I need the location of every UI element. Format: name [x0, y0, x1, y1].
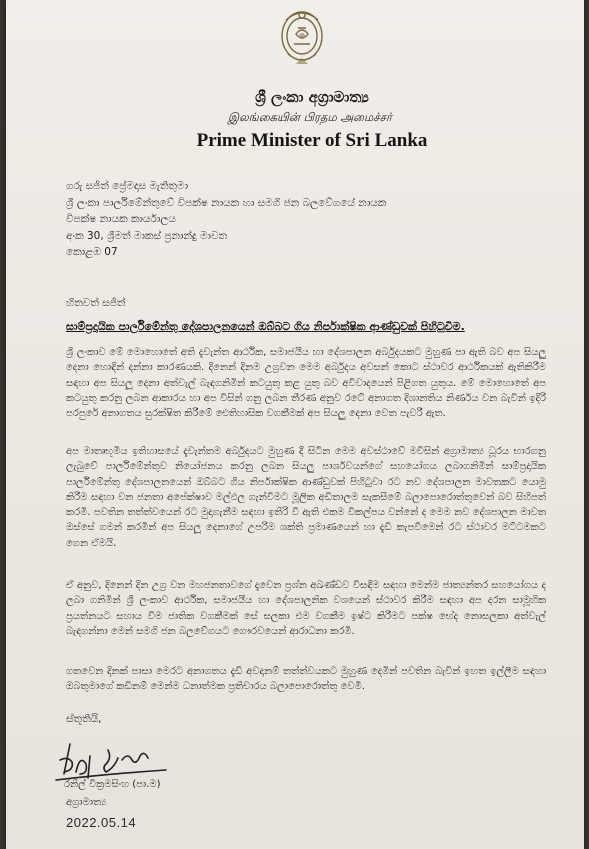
body-paragraph: අප මාතෘභූමිය ඉතිහාසයේ දැවැන්තම අර්බුදයට මුහුණ දී සිටින මෙම අවස්ථාවේ මවිසින් අග්‍රාමාත්‍ය ධූරය භාරගනු ලැබුවේ පාර්ලිමේන්තුව නියෝජනය කරනු ලබන සියලු පාර්ශවයන්ගේ සහයෝගය ලබාගනිමින් සාම්ප්‍රදායික පාර්ලිමේන්තු දේශපාලනයෙන් ඔබ්බට ගිය නිර්පාක්ෂික ආණ්ඩුවක් පිහිටුවා රට නව දේශපාලන මාවතකට යොමු කිරීම සඳහා වන ජනතා අපේක්ෂාව මල්ඵල ගැන්වීමට මූලික අඩිතාලම සැකසීමේ බලාපොරොත්තුවෙන් බව සිහිපත් කරමි. පවතින තත්ත්වයෙන් රට මුදාගැනීම සඳහා ඉතිරි වී ඇති එකම විකල්පය වන්නේ ද මෙම නව දේශපාලන මාවත ඔස්සේ ගමන් කරමින් අප සියලූ දෙනාගේ උපරිම ශක්ති ප්‍රමාණයෙන් හා දැඩි කැපවීමෙන් රට ස්ථාවර මට්ටමකට ගෙන ඒමයි. [66, 446, 546, 549]
body-paragraph: ගතවෙන දිනක් පාසා මෙරට අනාගතය දැඩි අවදානම් තත්ත්වයකට මුහුණ දෙමින් පවතින බැවින් ඉහත ඉල්ලීම සඳහා ඔබතුමාගේ කඩිනම් මෙන්ම ධනාත්මක ප්‍රතිචාරය බලාපොරොත්තු වෙමි. [66, 666, 546, 693]
address-line: ගරු සජිත් ප්‍රේමදාස මැතිතුමා [66, 180, 189, 192]
body-paragraph: ඒ අනුව, දිනෙන් දින උග්‍ර වන මහජනතාවගේ දැවෙන ප්‍රශ්න අඛණ්ඩව විසඳීම සඳහා මෙන්ම ජාත්‍යන්තර සහයෝගය ද ලබා ගනිමින් ශ්‍රී ලංකාව ආර්ථික, සමාජයීය හා දේශපාලනික වශයෙන් ස්ථාවර කිරීම සඳහා අප දරන සාමූහික ප්‍රයත්නයට සහාය වීම ජාතික වගකීමක් සේ සලකා එම වගකීම ඉෂ්ට කිරීමට පක්ෂ භේද නොසලකා අත්වැල් බැඳගන්නා මෙන් සමගි ජන බලවේගයට ගෞරවයෙන් ආරාධනා කරමි. [66, 580, 546, 637]
header-title-sinhala: ශ්‍රී ලංකා අග්‍රාමාත්‍ය [255, 88, 369, 106]
header-title-tamil: இலங்கையின் பிரதம அமைச்சர் [227, 110, 393, 124]
recipient-address [66, 178, 386, 261]
address-line: ශ්‍රී ලංකා පාර්ලිමේන්තුවේ විපක්ෂ නායක හා සමගි ජන බලවේගයේ නායක [66, 196, 387, 209]
closing: ස්තූතියි, [66, 713, 102, 725]
letter-date: 2022.05.14 [66, 815, 137, 830]
address-line: කොළඹ 07 [66, 246, 118, 258]
national-emblem-icon [276, 6, 328, 66]
signatory-title: අග්‍රාමාත්‍ය [66, 797, 107, 808]
body-paragraph: ශ්‍රී ලංකාව මේ මොහොතේ අති දැවැන්ත ආර්ථික, සමාජයීය හා දේශපාලන අර්බුදයකට මුහුණ පා ඇති බව අප සියලු දෙනා හොඳින් දන්නා කාරණයකි. දිනෙන් දිනම උග්‍රවන මෙම අර්බුදය අවසන් කොට ස්ථාවර ආර්ථිකයක් ඇතිකිරීම සඳහා අප සියලූ දෙනා අත්වැල් බැඳගනිමින් කටයුතු කළ යුතු බව අවිවාදයෙන් පිළිගත යුතුය. මේ මොහොතේ අප කටයුතු කරනු ලබන ආකාරය හා අප විසින් ගනු ලබන තීරණ අනුව රටේ අනාගත දිශානතිය නිර්ණය වන බැවින් ඉදිරි පරපුරේ අනාගතය සුරක්ෂිත කිරීමේ ඓතිහාසික වගකීමක් අප සියලු දෙනා වෙත පැවරී ඇත. [66, 347, 546, 420]
signatory-name: රනිල් වික්‍රමසිංහ (පා.ම) [64, 779, 161, 790]
salutation: හිතවත් සජිත් [66, 297, 126, 309]
letter-page [6, 0, 584, 849]
subject-line: සාම්ප්‍රදායික පාර්ලිමේන්තු දේශපාලනයෙන් ඔබ්බට ගිය නිර්පාක්ෂික ආණ්ඩුවක් පිහිටුවීම. [66, 320, 465, 333]
header-title-english: Prime Minister of Sri Lanka [196, 130, 428, 151]
address-line: අංක 30, ශ්‍රීමත් මාකස් ප්‍රනාන්දු මාවත [66, 229, 228, 242]
address-line: විපක්ෂ නායක කාර්යාලය [66, 213, 176, 225]
